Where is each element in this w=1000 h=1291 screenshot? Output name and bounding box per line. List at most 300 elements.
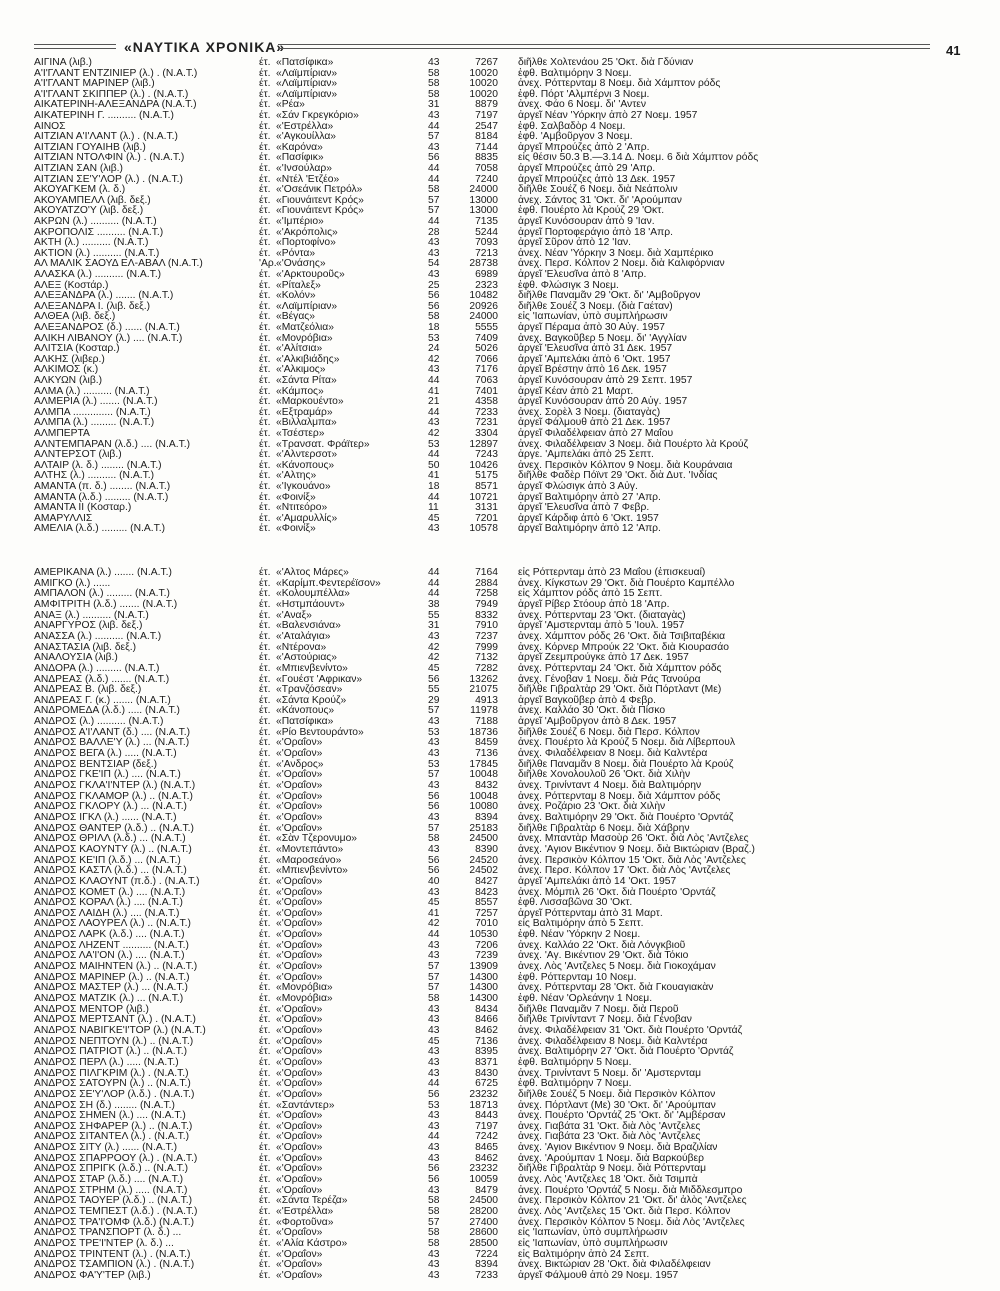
- ship-name: ΑΝΔΡΟΣ ΜΑΣΤΕΡ (λ.) ... (Ν.Α.Τ.): [34, 982, 188, 994]
- build-year: 43: [428, 1046, 440, 1058]
- agent: «Σάντα Τερέζα»: [276, 1195, 348, 1207]
- ship-name: ΑΝΔΡΟΣ ΤΡΑΝΣΠΟΡΤ (λ. δ.) ...: [34, 1227, 182, 1239]
- ship-row: [0, 748, 1000, 759]
- vessel-type: έτ.: [259, 300, 271, 312]
- ship-row: [0, 1153, 1000, 1164]
- build-year: 44: [428, 491, 440, 503]
- tonnage: 5244: [475, 226, 498, 238]
- ship-row: [0, 89, 1000, 100]
- ship-row: [0, 248, 1000, 259]
- ship-name: ΑΙΤΖΙΑΝ ΣΑΝ (λιβ.): [34, 163, 123, 174]
- vessel-type: έτ.: [259, 279, 271, 291]
- vessel-type: έτ.: [259, 1088, 271, 1100]
- ship-name: ΑΝΔΡΟΣ (λ.) .......... (Ν.Α.Τ.): [34, 716, 164, 728]
- tonnage: 3131: [475, 502, 498, 514]
- agent: «'Οραΐον»: [276, 801, 323, 813]
- vessel-type: έτ.: [259, 523, 271, 535]
- position-status: ἀργεῖ Βαλτιμόρην ἀπὸ 27 'Απρ.: [518, 491, 661, 503]
- agent: «'Οραΐον»: [276, 1184, 323, 1196]
- agent: «Μπιενβενίντο»: [276, 865, 348, 877]
- tonnage: 7224: [475, 1248, 498, 1260]
- ship-row: [0, 972, 1000, 983]
- position-status: ἐφθ. Σαλβαδὸρ 4 Νοεμ.: [518, 120, 626, 132]
- ship-row: [0, 950, 1000, 961]
- build-year: 44: [428, 449, 440, 461]
- tonnage: 10426: [469, 459, 498, 471]
- agent: «Λαϊμπίριαν»: [276, 300, 338, 312]
- tonnage: 18736: [469, 726, 498, 738]
- tonnage: 7176: [475, 364, 498, 376]
- ship-row: [0, 620, 1000, 631]
- build-year: 53: [428, 438, 440, 450]
- vessel-type: έτ.: [259, 343, 271, 355]
- ship-name: ΑΛΕΞΑΝΔΡΑ (λ.) ....... (Ν.Α.Τ.): [34, 290, 174, 302]
- position-status: ἀνεχ. 'Αγιον Βικέντιον 9 Νοεμ. διὰ Βραζιλίαν: [518, 1142, 718, 1154]
- ship-row: [0, 333, 1000, 344]
- ship-name: ΑΚΤΗ (λ.) .......... (Ν.Α.Τ.): [34, 237, 149, 249]
- tonnage: 7093: [475, 237, 498, 249]
- build-year: 43: [428, 523, 440, 535]
- ship-name: ΑΝΔΡΟΣ ΠΙΛΓΚΡΙΜ (λ.) . (Ν.Α.Τ.): [34, 1067, 189, 1079]
- position-status: ἀργεῖ 'Ελευσῖνα ἀπὸ 8 'Απρ.: [518, 269, 647, 280]
- tonnage: 3304: [475, 428, 498, 439]
- vessel-type: έτ.: [259, 1195, 271, 1207]
- agent: «Καρόνα»: [276, 141, 323, 153]
- ship-name: ΑΝΔΡΟΣ ΣΗΜΕΝ (λ.) .... (Ν.Α.Τ.): [34, 1110, 186, 1122]
- tonnage: 7135: [475, 216, 498, 227]
- ship-name: ΑΝΔΡΟΣ ΤΡΕ'Ι'ΝΤΕΡ (λ. δ.) ...: [34, 1237, 174, 1249]
- tonnage: 13262: [469, 673, 498, 685]
- build-year: 43: [428, 1259, 440, 1271]
- ship-row: [0, 1174, 1000, 1185]
- tonnage: 10059: [469, 1174, 498, 1186]
- ship-name: ΑΛΜΠΑ .............. (Ν.Α.Τ.): [34, 406, 151, 418]
- build-year: 43: [428, 57, 440, 68]
- tonnage: 13909: [469, 961, 498, 973]
- position-status: εἰς Βαλτιμόρην ἀπὸ 24 Σεπτ.: [518, 1248, 650, 1260]
- build-year: 43: [428, 1142, 440, 1154]
- vessel-type: έτ.: [259, 737, 271, 749]
- position-status: εἰς Βαλτιμόρην ἀπὸ 5 Σεπτ.: [518, 918, 644, 930]
- tonnage: 8395: [475, 1046, 498, 1058]
- position-status: ἀργεῖ Κέαν ἀπὸ 21 Μαρτ.: [518, 385, 634, 397]
- ship-name: ΑΝΔΡΟΣ ΜΑΡΙΝΕΡ (λ.) .. (Ν.Α.Τ.): [34, 971, 190, 983]
- position-status: ἀργεῖ Ρόττερνταμ ἀπὸ 31 Μαρτ.: [518, 907, 663, 919]
- tonnage: 7136: [475, 748, 498, 760]
- tonnage: 7231: [475, 417, 498, 429]
- ship-row: [0, 982, 1000, 993]
- ship-name: ΑΝΔΡΟΣ ΝΑΒΙΓΚΕ'Ι'ΤΟΡ (λ.) (Ν.Α.Τ.): [34, 1024, 206, 1036]
- agent: «'Εστρέλλα»: [276, 1206, 334, 1217]
- tonnage: 8394: [475, 1259, 498, 1271]
- tonnage: 8394: [475, 811, 498, 823]
- vessel-type: έτ.: [259, 716, 271, 728]
- ship-name: ΑΝΔΡΟΣ ΛΑ'Ι'ΟΝ (λ.) .... (Ν.Α.Τ.): [34, 950, 185, 962]
- build-year: 42: [428, 652, 440, 664]
- ship-name: ΑΝΔΡΟΣ ΚΟΜΕΤ (λ.) .... (Ν.Α.Τ.): [34, 886, 186, 898]
- ship-row: [0, 311, 1000, 322]
- ship-row: [0, 375, 1000, 386]
- tonnage: 7010: [475, 918, 498, 930]
- build-year: 57: [428, 131, 440, 143]
- ship-row: [0, 1238, 1000, 1249]
- ship-row: [0, 588, 1000, 599]
- position-status: εἰς Ρόττερνταμ ἀπὸ 23 Μαΐου (ἐπισκευαί): [518, 567, 706, 578]
- build-year: 44: [428, 163, 440, 174]
- agent: «'Αλκιμος»: [276, 364, 326, 376]
- vessel-type: έτ.: [259, 1110, 271, 1122]
- ship-name: ΑΝΔΡΟΣ ΜΕΡΤΣΑΝΤ (λ.) . (Ν.Α.Τ.): [34, 1014, 196, 1026]
- vessel-type: έτ.: [259, 1174, 271, 1186]
- vessel-type: έτ.: [259, 694, 271, 706]
- tonnage: 10020: [469, 88, 498, 100]
- ship-row: [0, 737, 1000, 748]
- ship-row: [0, 131, 1000, 142]
- vessel-type: έτ.: [259, 459, 271, 471]
- vessel-type: έτ.: [259, 449, 271, 461]
- agent: «Μαρκουέντο»: [276, 396, 344, 408]
- build-year: 53: [428, 758, 440, 770]
- ship-name: ΑΝΔΡΟΣ ΜΑΤΖΙΚ (λ.) ... (Ν.Α.Τ.): [34, 993, 184, 1004]
- tonnage: 7233: [475, 1269, 498, 1281]
- position-status: ἀργεῖ Βρέστην ἀπὸ 16 Δεκ. 1957: [518, 364, 667, 376]
- position-status: διῆλθε Παναμᾶν 7 Νοεμ. διὰ Περοῦ: [518, 1003, 679, 1015]
- ship-name: ΑΝΔΡΕΑΣ Β. (λιβ. δεξ.): [34, 684, 142, 696]
- build-year: 57: [428, 822, 440, 834]
- ship-name: Α'Ι'ΓΛΑΝΤ ΜΑΡΙΝΕΡ (λιβ.): [34, 78, 155, 90]
- agent: «'Οραΐον»: [276, 907, 323, 919]
- build-year: 58: [428, 1227, 440, 1239]
- tonnage: 7999: [475, 641, 498, 653]
- ship-row: [0, 417, 1000, 428]
- ship-name: ΑΝΔΡΟΣ ΠΕΡΛ (λ.) ..... (Ν.Α.Τ.): [34, 1056, 179, 1068]
- agent: «Κάμπος»: [276, 385, 324, 397]
- tonnage: 7066: [475, 353, 498, 365]
- agent: «Λαϊμπίριαν»: [276, 88, 338, 100]
- ship-name: ΑΝΔΡΟΜΕΔΑ (λ.δ.) ..... (Ν.Α.Τ.): [34, 705, 180, 717]
- ship-row: [0, 322, 1000, 333]
- position-status: ἀργεῖ 'Αμστερνταμ ἀπὸ 5 'Ιουλ. 1957: [518, 620, 685, 632]
- vessel-type: έτ.: [259, 961, 271, 973]
- build-year: 43: [428, 247, 440, 259]
- position-status: ἀργεῖ Νέαν 'Υόρκην ἀπὸ 27 Νοεμ. 1957: [518, 110, 698, 121]
- vessel-type: έτ.: [259, 833, 271, 845]
- vessel-type: έτ.: [259, 205, 271, 217]
- vessel-type: έτ.: [259, 438, 271, 450]
- agent: «Τσέστερ»: [276, 428, 325, 439]
- build-year: 54: [428, 258, 440, 270]
- ship-name: ΑΙΤΖΙΑΝ ΣΕ'Υ'ΛΟΡ (λ.) . (Ν.Α.Τ.): [34, 173, 183, 185]
- position-status: ἀργεῖ Μπρούζες ἀπὸ 29 'Απρ.: [518, 163, 656, 174]
- vessel-type: έτ.: [259, 758, 271, 770]
- build-year: 58: [428, 88, 440, 100]
- tonnage: 7144: [475, 141, 498, 153]
- agent: «Ντέρονα»: [276, 641, 327, 653]
- ship-name: ΑΝΔΡΟΣ ΛΑΡΚ (λ.δ.) .... (Ν.Α.Τ.): [34, 929, 185, 941]
- agent: «Σάντα Ρίτα»: [276, 375, 337, 386]
- position-status: ἀργεῖ Ζεεμπρούγκε ἀπὸ 17 Δεκ. 1957: [518, 652, 689, 664]
- tonnage: 8462: [475, 1152, 498, 1164]
- build-year: 18: [428, 322, 440, 333]
- agent: «Μονρόβια»: [276, 993, 333, 1004]
- position-status: ἀργεῖ Βαλτιμόρην ἀπὸ 12 'Απρ.: [518, 523, 661, 535]
- vessel-type: έτ.: [259, 790, 271, 802]
- position-status: ἀνεχ. Ρόττερνταμ 23 'Οκτ. (διαταγὰς): [518, 609, 686, 621]
- position-status: ἀργεῖ Κυνόσουραν ἀπὸ 20 Αὐγ. 1957: [518, 396, 688, 408]
- vessel-type: έτ.: [259, 311, 271, 323]
- tonnage: 7132: [475, 652, 498, 664]
- tonnage: 7267: [475, 57, 498, 68]
- build-year: 57: [428, 971, 440, 983]
- vessel-type: έτ.: [259, 216, 271, 227]
- build-year: 44: [428, 1078, 440, 1090]
- ship-name: ΑΛΜΠΑ (λ.) ......... (Ν.Α.Τ.): [34, 417, 155, 429]
- position-status: διῆλθε Παναμᾶν 29 'Οκτ. δι' 'Αμβοῦργον: [518, 290, 701, 302]
- ship-name: ΑΝΔΡΟΣ ΓΚΛΑ'Ι'ΝΤΕΡ (λ.) (Ν.Α.Τ.): [34, 780, 196, 791]
- tonnage: 25183: [469, 822, 498, 834]
- vessel-type: έτ.: [259, 470, 271, 482]
- tonnage: 8835: [475, 152, 498, 164]
- agent: «Κολουμπέλλα»: [276, 588, 350, 600]
- position-status: ἐφθ. Βαλτιμόρην 7 Νοεμ.: [518, 1078, 632, 1090]
- ship-row: [0, 759, 1000, 770]
- build-year: 11: [428, 502, 439, 514]
- position-status: διῆλθε Γιβραλτὰρ 29 'Οκτ. διὰ Πόρτλαντ (Με): [518, 684, 722, 696]
- tonnage: 7282: [475, 662, 498, 674]
- ship-row: [0, 470, 1000, 481]
- vessel-type: έτ.: [259, 481, 271, 492]
- position-status: διῆλθε Παναμᾶν 8 Νοεμ. διὰ Πουέρτο λὰ Κρούζ: [518, 758, 734, 770]
- position-status: ἀνεχ. Γιαβάτα 31 'Οκτ. διὰ Λὸς 'Αντζελες: [518, 1120, 701, 1132]
- position-status: ἀνεχ. Λὸς 'Αντζελες 18 'Οκτ. διὰ Τσιμπὰ: [518, 1174, 698, 1186]
- ship-row: [0, 610, 1000, 621]
- position-status: ἀνεχ. Ρόττερνταμ 8 Νοεμ. διὰ Χάμπτον ρόδς: [518, 790, 721, 802]
- build-year: 44: [428, 929, 440, 941]
- agent: «Τρανζόσεαν»: [276, 684, 343, 696]
- vessel-type: έτ.: [259, 1067, 271, 1079]
- vessel-type: έτ.: [259, 428, 271, 439]
- vessel-type: έτ.: [259, 1184, 271, 1196]
- ship-row: [0, 481, 1000, 492]
- ship-name: ΑΝΑΣΣΑ (λ.) .......... (Ν.Α.Τ.): [34, 630, 162, 642]
- position-status: ἀργεῖ 'Αμβοῦργον ἀπὸ 8 Δεκ. 1957: [518, 716, 677, 728]
- agent: «Ρόντα»: [276, 247, 316, 259]
- build-year: 21: [428, 396, 440, 408]
- ship-name: ΑΝΔΡΟΣ ΣΑΤΟΥΡΝ (λ.) .. (Ν.Α.Τ.): [34, 1078, 191, 1090]
- vessel-type: έτ.: [259, 1099, 271, 1111]
- position-status: ἐφθ. Ρόττερνταμ 10 Νοεμ.: [518, 971, 637, 983]
- agent: «Εξτραμάρ»: [276, 406, 333, 418]
- tonnage: 18713: [469, 1099, 498, 1111]
- position-status: διῆλθε Σουέζ 6 Νοεμ. διὰ Νεάπολιν: [518, 184, 678, 196]
- agent: «'Οσεάνικ Πετρόλ»: [276, 184, 363, 196]
- agent: «Φορτοῦνα»: [276, 1216, 334, 1228]
- build-year: 44: [428, 567, 440, 578]
- position-status: ἀργεῖ Φάλμουθ ἀπὸ 29 Νοεμ. 1957: [518, 1269, 679, 1281]
- position-status: ἀργε. 'Αμπελάκι ἀπὸ 25 Σεπτ.: [518, 449, 654, 461]
- vessel-type: έτ.: [259, 78, 271, 90]
- build-year: 43: [428, 1184, 440, 1196]
- tonnage: 7233: [475, 406, 498, 418]
- ship-name: ΑΝΔΡΟΣ ΓΚΛΟΡΥ (λ.) ... (Ν.Α.Τ.): [34, 801, 187, 813]
- vessel-type: έτ.: [259, 1131, 271, 1143]
- ship-row: [0, 727, 1000, 738]
- ship-name: ΑΚΡΟΠΟΛΙΣ .......... (Ν.Α.Τ.): [34, 226, 164, 238]
- position-status: διῆλθε Γιβραλτὰρ 9 Νοεμ. διὰ Ρόττερνταμ: [518, 1163, 707, 1175]
- build-year: 43: [428, 269, 440, 280]
- vessel-type: έτ.: [259, 982, 271, 994]
- position-status: εἰς 'Ιαπωνίαν, ὑπὸ συμπλήρωσιν: [518, 1227, 668, 1239]
- ship-row: [0, 152, 1000, 163]
- ship-name: ΑΜΙΓΚΟ (λ.) ......: [34, 577, 111, 589]
- ship-row: [0, 492, 1000, 503]
- vessel-type: έτ.: [259, 684, 271, 696]
- position-status: ἀνεχ. 'Αρούμπαν 1 Νοεμ. διὰ Βαρκούβερ: [518, 1152, 704, 1164]
- build-year: 44: [428, 173, 440, 185]
- tonnage: 24500: [469, 1195, 498, 1207]
- ship-row: [0, 439, 1000, 450]
- ship-row: [0, 449, 1000, 460]
- ship-row: [0, 1100, 1000, 1111]
- build-year: 43: [428, 716, 440, 728]
- ship-name: ΑΜΕΛΙΑ (λ.δ.) ......... (Ν.Α.Τ.): [34, 523, 166, 535]
- agent: «Ντιτεόρο»: [276, 502, 328, 514]
- position-status: ἀνεχ. Φιλαδέλφειαν 3 Νοεμ. διὰ Πουέρτο λὰ Κρούζ: [518, 438, 749, 450]
- build-year: 53: [428, 1099, 440, 1111]
- ship-name: ΑΝΔΡΟΣ ΘΡΙΛΛ (λ.δ.) ... (Ν.Α.Τ.): [34, 833, 186, 845]
- tonnage: 7910: [475, 620, 498, 632]
- ship-name: ΑΝΔΡΟΣ ΜΕΝΤΟΡ (λιβ.): [34, 1003, 149, 1015]
- build-year: 57: [428, 194, 440, 206]
- tonnage: 5175: [475, 470, 498, 482]
- agent: «'Οραΐον»: [276, 1227, 323, 1239]
- tonnage: 7237: [475, 630, 498, 642]
- build-year: 56: [428, 1174, 440, 1186]
- tonnage: 5026: [475, 343, 498, 355]
- build-year: 53: [428, 332, 440, 344]
- ship-row: [0, 68, 1000, 79]
- build-year: 55: [428, 609, 440, 621]
- agent: «'Οραΐον»: [276, 886, 323, 898]
- position-status: ἀνεχ. Σορὲλ 3 Νοεμ. (διαταγὰς): [518, 406, 661, 418]
- ship-name: ΑΛΙΚΗ ΛΙΒΑΝΟΥ (λ.) .... (Ν.Α.Τ.): [34, 332, 183, 344]
- agent: «Βέγας»: [276, 311, 315, 323]
- ship-row: [0, 1142, 1000, 1153]
- agent: «'Αταλάγια»: [276, 630, 331, 642]
- vessel-type: έτ.: [259, 194, 271, 206]
- position-status: ἀνεχ. Περσικὸν Κόλπον 9 Νοεμ. διὰ Κουράναια: [518, 459, 733, 471]
- ship-name: ΑΝΔΡΕΑΣ Γ. (κ.) ....... (Ν.Α.Τ.): [34, 694, 171, 706]
- tonnage: 10020: [469, 67, 498, 79]
- ship-row: [0, 174, 1000, 185]
- position-status: ἀνεχ. Μπαντὰρ Μασοὺρ 26 'Οκτ. διὰ Λὸς 'Αντζελες: [518, 833, 749, 845]
- build-year: 41: [428, 907, 440, 919]
- tonnage: 10048: [469, 769, 498, 781]
- tonnage: 7239: [475, 950, 498, 962]
- ship-row: [0, 791, 1000, 802]
- ship-name: ΑΛΕΞΑΝΔΡΑ Ι. (λιβ. δεξ.): [34, 300, 151, 312]
- position-status: ἀργεῖ Κάρδιφ ἀπὸ 6 'Οκτ. 1957: [518, 512, 659, 524]
- ship-name: ΑΝΔΡΟΣ ΣΕ'Υ'ΛΟΡ (λ.δ.) . (Ν.Α.Τ.): [34, 1088, 195, 1100]
- vessel-type: έτ.: [259, 673, 271, 685]
- ship-row: [0, 1270, 1000, 1281]
- ship-name: ΑΛΝΤΕΜΠΑΡΑΝ (λ.δ.) .... (Ν.Α.Τ.): [34, 438, 191, 450]
- ship-row: [0, 1004, 1000, 1015]
- ship-name: ΑΝΔΡΟΣ ΣΤΑΡ (λ.δ.) .... (Ν.Α.Τ.): [34, 1174, 184, 1186]
- position-status: ἀνεχ. Κίγκστων 29 'Οκτ. διὰ Πουέρτο Καμπέλλο: [518, 577, 735, 589]
- vessel-type: έτ.: [259, 705, 271, 717]
- agent: «'Οραΐον»: [276, 1174, 323, 1186]
- ship-row: [0, 1217, 1000, 1228]
- ship-row: [0, 121, 1000, 132]
- position-status: ἀργεῖ Μπρούζες ἀπὸ 2 'Απρ.: [518, 141, 650, 153]
- page-number: 41: [946, 43, 961, 58]
- ship-row: [0, 705, 1000, 716]
- ship-name: ΑΝΑΡΓΥΡΟΣ (λιβ. δεξ.): [34, 620, 143, 632]
- tonnage: 8371: [475, 1056, 498, 1068]
- ship-name: ΑΛΘΕΑ (λιβ. δεξ.): [34, 311, 116, 323]
- position-status: εἰς 'Ιαπωνίαν, ὑπὸ συμπλήρωσιν: [518, 311, 668, 323]
- tonnage: 8184: [475, 131, 498, 143]
- position-status: ἀργεῖ Ρίβερ Στόουρ ἀπὸ 18 'Απρ.: [518, 598, 670, 610]
- tonnage: 10530: [469, 929, 498, 941]
- build-year: 58: [428, 993, 440, 1004]
- vessel-type: έτ.: [259, 67, 271, 79]
- vessel-type: έτ.: [259, 512, 271, 524]
- ship-name: ΑΙΚΑΤΕΡΙΝΗ-ΑΛΕΞΑΝΔΡΑ (Ν.Α.Τ.): [34, 99, 197, 111]
- ship-name: ΑΝΔΡΟΣ ΒΕΓΑ (λ.) ..... (Ν.Α.Τ.): [34, 748, 177, 760]
- agent: «Πατσίφικα»: [276, 57, 334, 68]
- build-year: 43: [428, 811, 440, 823]
- tonnage: 7401: [475, 385, 498, 397]
- position-status: διῆλθε Σουέζ 6 Νοεμ. διὰ Περσ. Κόλπον: [518, 726, 700, 738]
- position-status: ἀνεχ. Βαγκοῦβερ 5 Νοεμ. δι' 'Αγγλίαν: [518, 332, 687, 344]
- ship-row: [0, 364, 1000, 375]
- agent: «'Οραΐον»: [276, 971, 323, 983]
- ship-name: ΑΛΤΗΣ (λ.) .......... (Ν.Α.Τ.): [34, 470, 155, 482]
- header-rule-right: [278, 44, 930, 45]
- vessel-type: έτ.: [259, 567, 271, 578]
- ship-name: ΑΝΔΡΟΣ ΚΑΟΥΝΤΥ (λ.) .. (Ν.Α.Τ.): [34, 843, 192, 855]
- agent: «'Οραΐον»: [276, 961, 323, 973]
- vessel-type: έτ.: [259, 1216, 271, 1228]
- ship-row: [0, 523, 1000, 534]
- ship-row: [0, 1259, 1000, 1270]
- ship-row: [0, 876, 1000, 887]
- ship-name: ΑΚΟΥΑΜΠΕΛΛ (λιβ. δεξ.): [34, 194, 151, 206]
- vessel-type: έτ.: [259, 1046, 271, 1058]
- agent: «'Ακρόπολις»: [276, 226, 338, 238]
- position-status: ἀνεχ. Λὸς 'Αντζελες 15 'Οκτ. διὰ Περσ. Κόλπον: [518, 1206, 731, 1217]
- agent: «'Αλκιβιάδης»: [276, 353, 340, 365]
- position-status: ἀνεχ. Περσικὸν Κόλπον 15 'Οκτ. διὰ Λὸς 'Αντζελες: [518, 854, 746, 866]
- ship-name: ΑΜΑΝΤΑ (π. δ.) ........ (Ν.Α.Τ.): [34, 481, 171, 492]
- build-year: 57: [428, 961, 440, 973]
- ship-row: [0, 961, 1000, 972]
- ship-row: [0, 301, 1000, 312]
- tonnage: 2323: [475, 279, 498, 291]
- position-status: ἀργεῖ Φάλμουθ ἀπὸ 21 Δεκ. 1957: [518, 417, 671, 429]
- vessel-type: έτ.: [259, 971, 271, 983]
- agent: «Ρέα»: [276, 99, 305, 111]
- tonnage: 14300: [469, 993, 498, 1004]
- header-rule-left: [34, 44, 116, 45]
- tonnage: 8462: [475, 1024, 498, 1036]
- tonnage: 8434: [475, 1003, 498, 1015]
- ship-row: [0, 1185, 1000, 1196]
- build-year: 29: [428, 694, 440, 706]
- tonnage: 10578: [469, 523, 498, 535]
